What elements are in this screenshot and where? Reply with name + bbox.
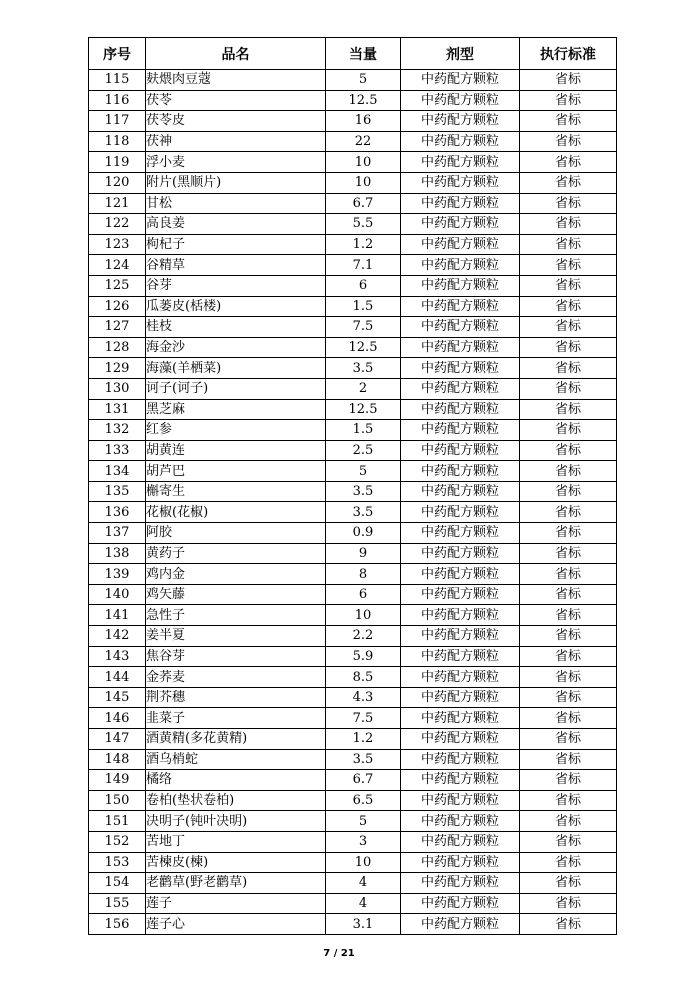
cell-product-name: 黑芝麻 [146,399,326,420]
cell-equivalent: 3.5 [326,749,401,770]
table-row [89,378,617,399]
table-row [89,831,617,852]
cell-product-name: 瓜蒌皮(栝楼) [146,296,326,317]
cell-standard: 省标 [520,914,617,935]
cell-product-name: 橘络 [146,770,326,791]
cell-dosage-form: 中药配方颗粒 [401,420,520,441]
cell-standard: 省标 [520,337,617,358]
cell-dosage-form: 中药配方颗粒 [401,790,520,811]
cell-serial-number: 136 [89,502,146,523]
cell-serial-number: 156 [89,914,146,935]
cell-serial-number: 121 [89,193,146,214]
cell-equivalent: 7.1 [326,255,401,276]
cell-dosage-form: 中药配方颗粒 [401,749,520,770]
cell-dosage-form: 中药配方颗粒 [401,172,520,193]
cell-dosage-form: 中药配方颗粒 [401,378,520,399]
table-row [89,193,617,214]
cell-product-name: 谷芽 [146,275,326,296]
table-row [89,296,617,317]
table-row [89,275,617,296]
cell-product-name: 黄药子 [146,543,326,564]
cell-dosage-form: 中药配方颗粒 [401,770,520,791]
cell-equivalent: 3.5 [326,481,401,502]
cell-equivalent: 7.5 [326,317,401,338]
table-row [89,687,617,708]
cell-standard: 省标 [520,502,617,523]
table-row [89,152,617,173]
cell-dosage-form: 中药配方颗粒 [401,626,520,647]
cell-equivalent: 5.9 [326,646,401,667]
cell-dosage-form: 中药配方颗粒 [401,70,520,91]
cell-product-name: 卷柏(垫状卷柏) [146,790,326,811]
cell-serial-number: 118 [89,131,146,152]
cell-equivalent: 12.5 [326,399,401,420]
cell-dosage-form: 中药配方颗粒 [401,873,520,894]
cell-equivalent: 16 [326,111,401,132]
cell-dosage-form: 中药配方颗粒 [401,564,520,585]
cell-equivalent: 10 [326,605,401,626]
cell-product-name: 急性子 [146,605,326,626]
cell-dosage-form: 中药配方颗粒 [401,914,520,935]
cell-standard: 省标 [520,461,617,482]
cell-product-name: 酒黄精(多花黄精) [146,729,326,750]
cell-serial-number: 139 [89,564,146,585]
table-row [89,584,617,605]
cell-equivalent: 4.3 [326,687,401,708]
cell-equivalent: 4 [326,873,401,894]
cell-equivalent: 12.5 [326,337,401,358]
cell-equivalent: 5.5 [326,214,401,235]
cell-standard: 省标 [520,626,617,647]
cell-standard: 省标 [520,646,617,667]
cell-dosage-form: 中药配方颗粒 [401,214,520,235]
table-row [89,90,617,111]
table-row [89,770,617,791]
cell-serial-number: 135 [89,481,146,502]
table-row [89,914,617,935]
cell-product-name: 胡黄连 [146,440,326,461]
table-row [89,626,617,647]
cell-equivalent: 7.5 [326,708,401,729]
cell-standard: 省标 [520,131,617,152]
cell-equivalent: 10 [326,852,401,873]
table-row [89,502,617,523]
cell-product-name: 诃子(诃子) [146,378,326,399]
table-row [89,214,617,235]
cell-dosage-form: 中药配方颗粒 [401,234,520,255]
cell-product-name: 莲子心 [146,914,326,935]
cell-standard: 省标 [520,893,617,914]
cell-standard: 省标 [520,790,617,811]
cell-standard: 省标 [520,111,617,132]
cell-product-name: 韭菜子 [146,708,326,729]
cell-serial-number: 138 [89,543,146,564]
cell-equivalent: 6.5 [326,790,401,811]
cell-product-name: 麸煨肉豆蔻 [146,70,326,91]
cell-product-name: 鸡矢藤 [146,584,326,605]
cell-product-name: 酒乌梢蛇 [146,749,326,770]
header-product-name: 品名 [146,38,326,70]
cell-product-name: 花椒(花椒) [146,502,326,523]
cell-serial-number: 130 [89,378,146,399]
table-row [89,667,617,688]
cell-product-name: 附片(黑顺片) [146,172,326,193]
cell-standard: 省标 [520,543,617,564]
cell-dosage-form: 中药配方颗粒 [401,296,520,317]
cell-standard: 省标 [520,358,617,379]
table-row [89,646,617,667]
cell-dosage-form: 中药配方颗粒 [401,337,520,358]
cell-standard: 省标 [520,831,617,852]
cell-serial-number: 145 [89,687,146,708]
cell-standard: 省标 [520,708,617,729]
cell-serial-number: 133 [89,440,146,461]
table-row [89,523,617,544]
cell-serial-number: 128 [89,337,146,358]
cell-equivalent: 0.9 [326,523,401,544]
cell-product-name: 苦楝皮(楝) [146,852,326,873]
cell-serial-number: 115 [89,70,146,91]
cell-serial-number: 134 [89,461,146,482]
cell-dosage-form: 中药配方颗粒 [401,667,520,688]
cell-equivalent: 9 [326,543,401,564]
cell-dosage-form: 中药配方颗粒 [401,852,520,873]
table-row [89,481,617,502]
table-row [89,131,617,152]
cell-equivalent: 12.5 [326,90,401,111]
cell-dosage-form: 中药配方颗粒 [401,708,520,729]
cell-standard: 省标 [520,667,617,688]
cell-product-name: 海藻(羊栖菜) [146,358,326,379]
cell-equivalent: 3.5 [326,502,401,523]
table-row [89,172,617,193]
cell-product-name: 金荞麦 [146,667,326,688]
cell-standard: 省标 [520,90,617,111]
cell-equivalent: 6.7 [326,193,401,214]
cell-product-name: 浮小麦 [146,152,326,173]
cell-equivalent: 6 [326,275,401,296]
cell-product-name: 莲子 [146,893,326,914]
drug-table [88,37,617,935]
table-row [89,461,617,482]
cell-standard: 省标 [520,193,617,214]
cell-serial-number: 126 [89,296,146,317]
page-number: 7 / 21 [323,948,355,959]
cell-dosage-form: 中药配方颗粒 [401,317,520,338]
cell-product-name: 老鹳草(野老鹳草) [146,873,326,894]
cell-standard: 省标 [520,378,617,399]
cell-product-name: 槲寄生 [146,481,326,502]
cell-serial-number: 151 [89,811,146,832]
cell-equivalent: 6.7 [326,770,401,791]
cell-product-name: 谷精草 [146,255,326,276]
cell-serial-number: 120 [89,172,146,193]
table-row [89,317,617,338]
header-standard: 执行标准 [520,38,617,70]
cell-dosage-form: 中药配方颗粒 [401,646,520,667]
cell-equivalent: 1.5 [326,420,401,441]
cell-dosage-form: 中药配方颗粒 [401,481,520,502]
cell-serial-number: 116 [89,90,146,111]
table-row [89,749,617,770]
cell-product-name: 红参 [146,420,326,441]
cell-dosage-form: 中药配方颗粒 [401,811,520,832]
cell-standard: 省标 [520,523,617,544]
cell-product-name: 焦谷芽 [146,646,326,667]
cell-standard: 省标 [520,873,617,894]
cell-dosage-form: 中药配方颗粒 [401,502,520,523]
cell-serial-number: 124 [89,255,146,276]
header-row [89,38,617,70]
table-row [89,708,617,729]
cell-equivalent: 2 [326,378,401,399]
cell-serial-number: 132 [89,420,146,441]
cell-dosage-form: 中药配方颗粒 [401,193,520,214]
header-dosage-form: 剂型 [401,38,520,70]
cell-equivalent: 1.5 [326,296,401,317]
cell-serial-number: 119 [89,152,146,173]
cell-serial-number: 146 [89,708,146,729]
table-row [89,358,617,379]
cell-serial-number: 125 [89,275,146,296]
cell-dosage-form: 中药配方颗粒 [401,440,520,461]
table-row [89,399,617,420]
cell-equivalent: 8.5 [326,667,401,688]
table-row [89,605,617,626]
cell-product-name: 姜半夏 [146,626,326,647]
cell-serial-number: 149 [89,770,146,791]
cell-standard: 省标 [520,234,617,255]
cell-dosage-form: 中药配方颗粒 [401,111,520,132]
cell-dosage-form: 中药配方颗粒 [401,399,520,420]
cell-equivalent: 22 [326,131,401,152]
cell-product-name: 荆芥穗 [146,687,326,708]
cell-standard: 省标 [520,481,617,502]
cell-serial-number: 148 [89,749,146,770]
cell-standard: 省标 [520,275,617,296]
cell-product-name: 胡芦巴 [146,461,326,482]
cell-equivalent: 5 [326,811,401,832]
cell-equivalent: 1.2 [326,729,401,750]
cell-serial-number: 131 [89,399,146,420]
cell-dosage-form: 中药配方颗粒 [401,687,520,708]
cell-standard: 省标 [520,811,617,832]
cell-dosage-form: 中药配方颗粒 [401,729,520,750]
cell-product-name: 海金沙 [146,337,326,358]
cell-standard: 省标 [520,770,617,791]
cell-serial-number: 153 [89,852,146,873]
cell-standard: 省标 [520,296,617,317]
cell-standard: 省标 [520,605,617,626]
cell-serial-number: 155 [89,893,146,914]
table-row [89,852,617,873]
cell-serial-number: 154 [89,873,146,894]
cell-dosage-form: 中药配方颗粒 [401,584,520,605]
cell-serial-number: 152 [89,831,146,852]
table-row [89,440,617,461]
cell-serial-number: 140 [89,584,146,605]
cell-serial-number: 137 [89,523,146,544]
cell-standard: 省标 [520,420,617,441]
table-row [89,543,617,564]
cell-product-name: 苦地丁 [146,831,326,852]
cell-standard: 省标 [520,70,617,91]
table-body [89,70,617,935]
table-row [89,111,617,132]
cell-serial-number: 129 [89,358,146,379]
cell-product-name: 枸杞子 [146,234,326,255]
cell-product-name: 高良姜 [146,214,326,235]
header-equivalent: 当量 [326,38,401,70]
table-row [89,893,617,914]
cell-standard: 省标 [520,687,617,708]
cell-dosage-form: 中药配方颗粒 [401,152,520,173]
cell-equivalent: 3.5 [326,358,401,379]
cell-dosage-form: 中药配方颗粒 [401,543,520,564]
cell-standard: 省标 [520,152,617,173]
cell-equivalent: 8 [326,564,401,585]
cell-equivalent: 2.5 [326,440,401,461]
cell-serial-number: 141 [89,605,146,626]
cell-serial-number: 117 [89,111,146,132]
cell-dosage-form: 中药配方颗粒 [401,255,520,276]
cell-dosage-form: 中药配方颗粒 [401,358,520,379]
cell-product-name: 桂枝 [146,317,326,338]
cell-dosage-form: 中药配方颗粒 [401,523,520,544]
cell-standard: 省标 [520,852,617,873]
cell-product-name: 茯苓皮 [146,111,326,132]
cell-standard: 省标 [520,584,617,605]
cell-serial-number: 122 [89,214,146,235]
cell-dosage-form: 中药配方颗粒 [401,131,520,152]
cell-serial-number: 127 [89,317,146,338]
table-row [89,790,617,811]
table-row [89,337,617,358]
cell-equivalent: 3 [326,831,401,852]
cell-serial-number: 150 [89,790,146,811]
table-row [89,255,617,276]
cell-dosage-form: 中药配方颗粒 [401,893,520,914]
cell-standard: 省标 [520,399,617,420]
cell-product-name: 茯苓 [146,90,326,111]
table-row [89,811,617,832]
cell-standard: 省标 [520,172,617,193]
cell-product-name: 鸡内金 [146,564,326,585]
cell-standard: 省标 [520,255,617,276]
table-row [89,873,617,894]
table-row [89,729,617,750]
cell-equivalent: 3.1 [326,914,401,935]
cell-equivalent: 1.2 [326,234,401,255]
cell-dosage-form: 中药配方颗粒 [401,831,520,852]
cell-standard: 省标 [520,729,617,750]
cell-dosage-form: 中药配方颗粒 [401,605,520,626]
cell-serial-number: 144 [89,667,146,688]
cell-equivalent: 6 [326,584,401,605]
cell-equivalent: 5 [326,70,401,91]
cell-product-name: 决明子(钝叶决明) [146,811,326,832]
cell-standard: 省标 [520,317,617,338]
table-row [89,420,617,441]
cell-product-name: 甘松 [146,193,326,214]
cell-product-name: 茯神 [146,131,326,152]
cell-equivalent: 10 [326,152,401,173]
header-serial-number: 序号 [89,38,146,70]
cell-standard: 省标 [520,440,617,461]
cell-serial-number: 123 [89,234,146,255]
cell-equivalent: 5 [326,461,401,482]
table-header [89,38,617,70]
table-row [89,70,617,91]
cell-standard: 省标 [520,749,617,770]
cell-standard: 省标 [520,214,617,235]
table-row [89,564,617,585]
cell-product-name: 阿胶 [146,523,326,544]
cell-equivalent: 4 [326,893,401,914]
cell-serial-number: 147 [89,729,146,750]
cell-equivalent: 2.2 [326,626,401,647]
cell-dosage-form: 中药配方颗粒 [401,461,520,482]
table-row [89,234,617,255]
cell-dosage-form: 中药配方颗粒 [401,275,520,296]
cell-serial-number: 142 [89,626,146,647]
cell-dosage-form: 中药配方颗粒 [401,90,520,111]
cell-standard: 省标 [520,564,617,585]
cell-equivalent: 10 [326,172,401,193]
cell-serial-number: 143 [89,646,146,667]
